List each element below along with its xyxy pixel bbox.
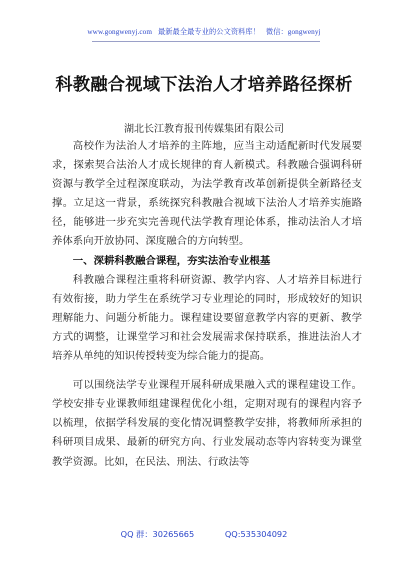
qq-number: QQ:535304092 [224, 529, 288, 539]
header-banner [0, 27, 408, 37]
footer-contact [0, 529, 408, 540]
section-paragraph: 科教融合课程注重将科研资源、教学内容、人才培养目标进行有效衔接，助力学生在系统学习专业理论的同时，形成较好的知识理解能力、问题分析能力。课程建设要留意教学内容的更新、教学方式的调整，让课堂学习和社会发展需求保持联系，推进法治人才培养从单纯的知识传授转变为综合能力的提高。 [52, 273, 362, 363]
header-divider [92, 41, 320, 42]
section-heading: 一、深耕科教融合课程，夯实法治专业根基 [72, 254, 271, 267]
paragraph-gap [52, 366, 362, 376]
document-title: 科教融合视域下法治人才培养路径探析 [55, 75, 353, 95]
intro-paragraph: 高校作为法治人才培养的主阵地，应当主动适配新时代发展要求，探索契合法治人才成长规律的育人新模式。科教融合强调科研资源与教学全过程深度联动，为法学教育改革创新提供全新路径支撑。立足这一背景，系统探究科教融合视域下法治人才培养实施路径，能够进一步充实完善现代法学教育理论体系，推动法治人才培养体系向开放协同、深度融合的方向转型。 [52, 140, 362, 248]
wechat-id: 微信：gongwenyj [265, 28, 321, 36]
site-url[interactable]: www.gongwenyj.com [87, 28, 153, 36]
section-paragraph: 可以围绕法学专业课程开展科研成果融入式的课程建设工作。学校安排专业课教师组建课程优化小组，定期对现有的课程内容予以梳理，依据学科发展的变化情况调整教学安排，将教师所承担的科研项目成果、最新的研究方向、行业发展动态等内容转变为课堂教学资源。比如，在民法、刑法、行政法等 [52, 379, 362, 468]
qq-group: QQ 群：30265665 [120, 529, 195, 539]
document-author: 湖北长江教育报刊传媒集团有限公司 [124, 124, 284, 135]
site-slogan: 最新最全最专业的公文资料库！ [157, 28, 261, 36]
document-body [52, 137, 362, 472]
